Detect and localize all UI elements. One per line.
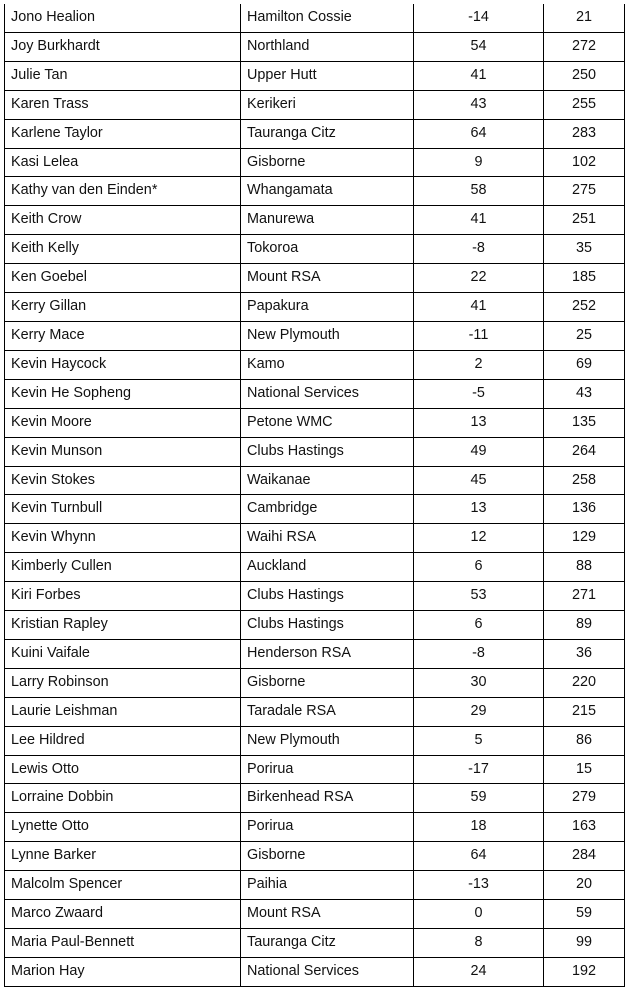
score-cell: 13 xyxy=(414,408,544,437)
points-cell: 99 xyxy=(544,929,625,958)
club-name-cell: Clubs Hastings xyxy=(241,582,414,611)
points-cell: 271 xyxy=(544,582,625,611)
score-cell: 59 xyxy=(414,784,544,813)
table-row xyxy=(5,235,625,264)
score-cell: -11 xyxy=(414,321,544,350)
points-cell: 102 xyxy=(544,148,625,177)
points-cell: 69 xyxy=(544,350,625,379)
club-name-cell: Taradale RSA xyxy=(241,697,414,726)
club-name-cell: Kamo xyxy=(241,350,414,379)
points-cell: 255 xyxy=(544,90,625,119)
club-name-cell: Papakura xyxy=(241,293,414,322)
club-name-cell: Tauranga Citz xyxy=(241,119,414,148)
player-name-cell: Lee Hildred xyxy=(5,726,241,755)
points-cell: 21 xyxy=(544,4,625,32)
club-name-cell: Petone WMC xyxy=(241,408,414,437)
player-name-cell: Larry Robinson xyxy=(5,668,241,697)
points-cell: 89 xyxy=(544,611,625,640)
player-name-cell: Kevin Turnbull xyxy=(5,495,241,524)
table-row xyxy=(5,90,625,119)
score-cell: 6 xyxy=(414,611,544,640)
club-name-cell: Clubs Hastings xyxy=(241,437,414,466)
table-row xyxy=(5,929,625,958)
club-name-cell: Paihia xyxy=(241,871,414,900)
player-name-cell: Kathy van den Einden* xyxy=(5,177,241,206)
player-name-cell: Kristian Rapley xyxy=(5,611,241,640)
player-name-cell: Jono Healion xyxy=(5,4,241,32)
club-name-cell: Auckland xyxy=(241,553,414,582)
table-row xyxy=(5,900,625,929)
table-row xyxy=(5,206,625,235)
score-cell: 6 xyxy=(414,553,544,582)
table-row xyxy=(5,32,625,61)
club-name-cell: Porirua xyxy=(241,813,414,842)
table-row xyxy=(5,611,625,640)
player-name-cell: Karlene Taylor xyxy=(5,119,241,148)
table-row xyxy=(5,177,625,206)
points-cell: 252 xyxy=(544,293,625,322)
points-cell: 275 xyxy=(544,177,625,206)
points-cell: 15 xyxy=(544,755,625,784)
player-name-cell: Kerry Mace xyxy=(5,321,241,350)
points-cell: 250 xyxy=(544,61,625,90)
points-cell: 129 xyxy=(544,524,625,553)
club-name-cell: Porirua xyxy=(241,755,414,784)
table-row xyxy=(5,813,625,842)
score-cell: 41 xyxy=(414,61,544,90)
table-row xyxy=(5,755,625,784)
points-cell: 192 xyxy=(544,957,625,986)
score-cell: 5 xyxy=(414,726,544,755)
points-cell: 283 xyxy=(544,119,625,148)
player-name-cell: Marion Hay xyxy=(5,957,241,986)
club-name-cell: Mount RSA xyxy=(241,264,414,293)
club-name-cell: Hamilton Cossie xyxy=(241,4,414,32)
player-name-cell: Kevin Whynn xyxy=(5,524,241,553)
table-row xyxy=(5,726,625,755)
results-table-body xyxy=(5,4,625,986)
table-row xyxy=(5,61,625,90)
club-name-cell: Manurewa xyxy=(241,206,414,235)
points-cell: 185 xyxy=(544,264,625,293)
score-cell: 12 xyxy=(414,524,544,553)
club-name-cell: Cambridge xyxy=(241,495,414,524)
table-row xyxy=(5,668,625,697)
player-name-cell: Maria Paul-Bennett xyxy=(5,929,241,958)
player-name-cell: Lewis Otto xyxy=(5,755,241,784)
club-name-cell: Whangamata xyxy=(241,177,414,206)
points-cell: 215 xyxy=(544,697,625,726)
results-sheet xyxy=(4,4,624,987)
table-row xyxy=(5,437,625,466)
score-cell: 30 xyxy=(414,668,544,697)
club-name-cell: Upper Hutt xyxy=(241,61,414,90)
score-cell: 41 xyxy=(414,206,544,235)
score-cell: 13 xyxy=(414,495,544,524)
score-cell: 24 xyxy=(414,957,544,986)
player-name-cell: Keith Crow xyxy=(5,206,241,235)
club-name-cell: New Plymouth xyxy=(241,726,414,755)
score-cell: -14 xyxy=(414,4,544,32)
points-cell: 43 xyxy=(544,379,625,408)
points-cell: 86 xyxy=(544,726,625,755)
score-cell: 8 xyxy=(414,929,544,958)
points-cell: 284 xyxy=(544,842,625,871)
table-row xyxy=(5,350,625,379)
player-name-cell: Marco Zwaard xyxy=(5,900,241,929)
score-cell: 53 xyxy=(414,582,544,611)
player-name-cell: Kimberly Cullen xyxy=(5,553,241,582)
table-row xyxy=(5,148,625,177)
club-name-cell: Waihi RSA xyxy=(241,524,414,553)
score-cell: 58 xyxy=(414,177,544,206)
player-name-cell: Kiri Forbes xyxy=(5,582,241,611)
score-cell: -8 xyxy=(414,639,544,668)
player-name-cell: Keith Kelly xyxy=(5,235,241,264)
table-row xyxy=(5,957,625,986)
table-row xyxy=(5,495,625,524)
table-row xyxy=(5,582,625,611)
score-cell: 64 xyxy=(414,842,544,871)
player-name-cell: Kevin Munson xyxy=(5,437,241,466)
player-name-cell: Karen Trass xyxy=(5,90,241,119)
table-row xyxy=(5,524,625,553)
player-name-cell: Julie Tan xyxy=(5,61,241,90)
score-cell: 0 xyxy=(414,900,544,929)
points-cell: 272 xyxy=(544,32,625,61)
player-name-cell: Lorraine Dobbin xyxy=(5,784,241,813)
club-name-cell: Kerikeri xyxy=(241,90,414,119)
points-cell: 163 xyxy=(544,813,625,842)
club-name-cell: New Plymouth xyxy=(241,321,414,350)
player-name-cell: Kuini Vaifale xyxy=(5,639,241,668)
table-row xyxy=(5,842,625,871)
club-name-cell: National Services xyxy=(241,379,414,408)
player-name-cell: Lynette Otto xyxy=(5,813,241,842)
table-row xyxy=(5,293,625,322)
table-row xyxy=(5,784,625,813)
score-cell: 54 xyxy=(414,32,544,61)
points-cell: 25 xyxy=(544,321,625,350)
results-table xyxy=(4,4,625,987)
club-name-cell: Tauranga Citz xyxy=(241,929,414,958)
player-name-cell: Ken Goebel xyxy=(5,264,241,293)
player-name-cell: Joy Burkhardt xyxy=(5,32,241,61)
points-cell: 20 xyxy=(544,871,625,900)
club-name-cell: Henderson RSA xyxy=(241,639,414,668)
points-cell: 264 xyxy=(544,437,625,466)
score-cell: 45 xyxy=(414,466,544,495)
score-cell: -8 xyxy=(414,235,544,264)
score-cell: -13 xyxy=(414,871,544,900)
points-cell: 251 xyxy=(544,206,625,235)
table-row xyxy=(5,553,625,582)
player-name-cell: Kevin Haycock xyxy=(5,350,241,379)
points-cell: 88 xyxy=(544,553,625,582)
score-cell: 29 xyxy=(414,697,544,726)
player-name-cell: Kasi Lelea xyxy=(5,148,241,177)
player-name-cell: Malcolm Spencer xyxy=(5,871,241,900)
score-cell: 2 xyxy=(414,350,544,379)
table-row xyxy=(5,871,625,900)
points-cell: 36 xyxy=(544,639,625,668)
score-cell: 9 xyxy=(414,148,544,177)
player-name-cell: Kerry Gillan xyxy=(5,293,241,322)
player-name-cell: Kevin He Sopheng xyxy=(5,379,241,408)
club-name-cell: National Services xyxy=(241,957,414,986)
player-name-cell: Kevin Stokes xyxy=(5,466,241,495)
club-name-cell: Northland xyxy=(241,32,414,61)
club-name-cell: Clubs Hastings xyxy=(241,611,414,640)
score-cell: 43 xyxy=(414,90,544,119)
club-name-cell: Gisborne xyxy=(241,668,414,697)
score-cell: 18 xyxy=(414,813,544,842)
score-cell: 64 xyxy=(414,119,544,148)
player-name-cell: Lynne Barker xyxy=(5,842,241,871)
table-row xyxy=(5,264,625,293)
club-name-cell: Birkenhead RSA xyxy=(241,784,414,813)
club-name-cell: Gisborne xyxy=(241,148,414,177)
score-cell: -5 xyxy=(414,379,544,408)
club-name-cell: Mount RSA xyxy=(241,900,414,929)
table-row xyxy=(5,379,625,408)
table-row xyxy=(5,321,625,350)
table-row xyxy=(5,639,625,668)
points-cell: 220 xyxy=(544,668,625,697)
points-cell: 136 xyxy=(544,495,625,524)
points-cell: 135 xyxy=(544,408,625,437)
points-cell: 59 xyxy=(544,900,625,929)
score-cell: -17 xyxy=(414,755,544,784)
score-cell: 49 xyxy=(414,437,544,466)
score-cell: 41 xyxy=(414,293,544,322)
score-cell: 22 xyxy=(414,264,544,293)
table-row xyxy=(5,466,625,495)
table-row xyxy=(5,119,625,148)
points-cell: 258 xyxy=(544,466,625,495)
player-name-cell: Laurie Leishman xyxy=(5,697,241,726)
club-name-cell: Gisborne xyxy=(241,842,414,871)
points-cell: 35 xyxy=(544,235,625,264)
club-name-cell: Tokoroa xyxy=(241,235,414,264)
table-row xyxy=(5,697,625,726)
points-cell: 279 xyxy=(544,784,625,813)
table-row xyxy=(5,4,625,32)
player-name-cell: Kevin Moore xyxy=(5,408,241,437)
club-name-cell: Waikanae xyxy=(241,466,414,495)
table-row xyxy=(5,408,625,437)
